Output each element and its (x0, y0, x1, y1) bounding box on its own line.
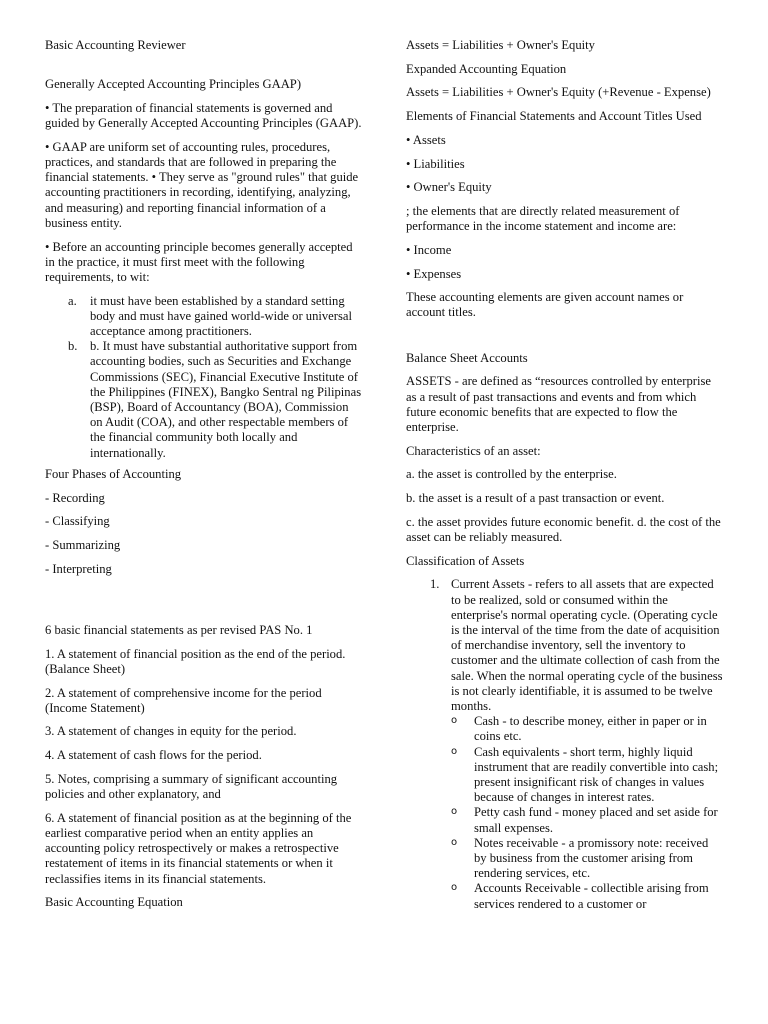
gaap-paragraph: • GAAP are uniform set of accounting rules, procedures, practices, and standards that are followed in preparing the financial statements. • They serve as "ground rules" that guide accounting practitioners in recording, identifying, analyzing, and measuring) and reporting financial information of a business entity. (45, 139, 359, 230)
classification-list (406, 577, 724, 911)
list-item (451, 744, 724, 806)
gaap-paragraph: • Before an accounting principle becomes generally accepted in the practice, it must first meet with the following requirements, to wit: (45, 239, 353, 284)
assets-definition: ASSETS - are defined as “resources controlled by enterprise as a result of past transactions and events and from which future economic benefits that are expected to flow the enterprise. (406, 374, 711, 434)
circle-bullet-icon: o (451, 745, 458, 757)
list-item-text: Notes receivable - a promissory note: received by business from the customer arising from rendering services, etc. (474, 835, 709, 881)
elements-heading: Elements of Financial Statements and Account Titles Used (406, 109, 702, 124)
asset-sub-list (451, 714, 724, 912)
element-item: • Owner's Equity (406, 180, 492, 195)
equation-heading: Basic Accounting Equation (45, 895, 183, 910)
list-item (451, 805, 724, 835)
right-column (406, 38, 724, 912)
statement-item: 4. A statement of cash flows for the period. (45, 748, 262, 763)
circle-bullet-icon: o (451, 806, 458, 818)
characteristics-heading: Characteristics of an asset: (406, 443, 541, 458)
phase-item: - Summarizing (45, 537, 121, 552)
performance-text: ; the elements that are directly related measurement of performance in the income statement and income are: (406, 203, 680, 234)
list-marker: b. (68, 339, 78, 354)
element-item: • Assets (406, 132, 446, 147)
statement-item: 6. A statement of financial position as at the beginning of the earliest comparative period when an entity applies an accounting policy retrospectively or makes a retrospective restatement of items in its financial statements or when it reclassifies items in its financial statements. (45, 810, 352, 886)
list-item-text: Cash - to describe money, either in paper or in coins etc. (474, 714, 707, 744)
list-marker: a. (68, 293, 77, 308)
list-item-text: Accounts Receivable - collectible arising from services rendered to a customer or (474, 881, 709, 911)
requirements-list (45, 294, 363, 461)
element-item: • Liabilities (406, 156, 465, 171)
list-item-text: Petty cash fund - money placed and set aside for small expenses. (474, 805, 718, 835)
accounting-equation: Assets = Liabilities + Owner's Equity (406, 38, 595, 52)
account-names-text: These accounting elements are given account names or account titles. (406, 290, 684, 320)
statement-item: 1. A statement of financial position as the end of the period. (Balance Sheet) (45, 646, 346, 676)
circle-bullet-icon: o (451, 715, 458, 727)
expanded-heading: Expanded Accounting Equation (406, 61, 567, 76)
list-item-text: Cash equivalents - short term, highly liquid instrument that are readily convertible into cash; present insignificant risk of changes in values because of changes in interest rates. (474, 744, 719, 805)
list-item-text: b. It must have substantial authoritative support from accounting bodies, such as Securities and Exchange Commissions (SEC), Financial Executive Institute of the Philippines (FINEX), Bangko Sentral ng Pilipinas (BSP), Board of Accountancy (BOA), Commission on Audit (COA), and other respectable members of the financial community both locally and internationally. (90, 339, 362, 460)
phase-item: - Classifying (45, 514, 110, 529)
list-item-text: it must have been established by a standard setting body and must have gained world-wide or universal acceptance among practitioners. (90, 293, 352, 339)
phase-item: - Interpreting (45, 561, 112, 576)
current-assets-text: Current Assets - refers to all assets that are expected to be realized, sold or consumed within the enterprise's normal operating cycle. (Operating cycle is the interval of the time from the date of acquisition of merchandise inventory, sell the inventory to customer and the ultimate collection of cash from the sale. When the normal operating cycle of the business is not clearly identifiable, it is assumed to be twelve months. (451, 577, 723, 713)
phase-item: - Recording (45, 490, 105, 505)
classification-heading: Classification of Assets (406, 553, 525, 568)
phases-heading: Four Phases of Accounting (45, 466, 182, 481)
list-marker: 1. (430, 577, 440, 592)
list-item (451, 835, 724, 882)
statement-item: 2. A statement of comprehensive income for the period (Income Statement) (45, 685, 322, 715)
performance-item: • Income (406, 242, 452, 257)
list-item (68, 293, 363, 340)
statement-item: 5. Notes, comprising a summary of significant accounting policies and other explanatory, and (45, 771, 338, 802)
list-item (451, 714, 724, 744)
characteristic-item: b. the asset is a result of a past transaction or event. (406, 491, 665, 506)
document-title: Basic Accounting Reviewer (45, 38, 186, 52)
performance-item: • Expenses (406, 266, 462, 281)
circle-bullet-icon: o (451, 882, 458, 894)
gaap-heading: Generally Accepted Accounting Principles GAAP) (45, 77, 302, 92)
balance-sheet-heading: Balance Sheet Accounts (406, 350, 528, 365)
gaap-paragraph: • The preparation of financial statements is governed and guided by Generally Accepted Accounting Principles (GAAP). (45, 100, 362, 131)
expanded-equation: Assets = Liabilities + Owner's Equity (+Revenue - Expense) (406, 85, 711, 100)
statements-heading: 6 basic financial statements as per revised PAS No. 1 (45, 622, 313, 637)
characteristic-item: c. the asset provides future economic benefit. d. the cost of the asset can be reliably measured. (406, 514, 721, 544)
characteristic-item: a. the asset is controlled by the enterprise. (406, 467, 617, 482)
list-item (68, 339, 363, 461)
circle-bullet-icon: o (451, 836, 458, 848)
list-item (430, 577, 724, 911)
statement-item: 3. A statement of changes in equity for the period. (45, 724, 297, 739)
list-item (451, 881, 724, 911)
left-column (45, 38, 363, 919)
